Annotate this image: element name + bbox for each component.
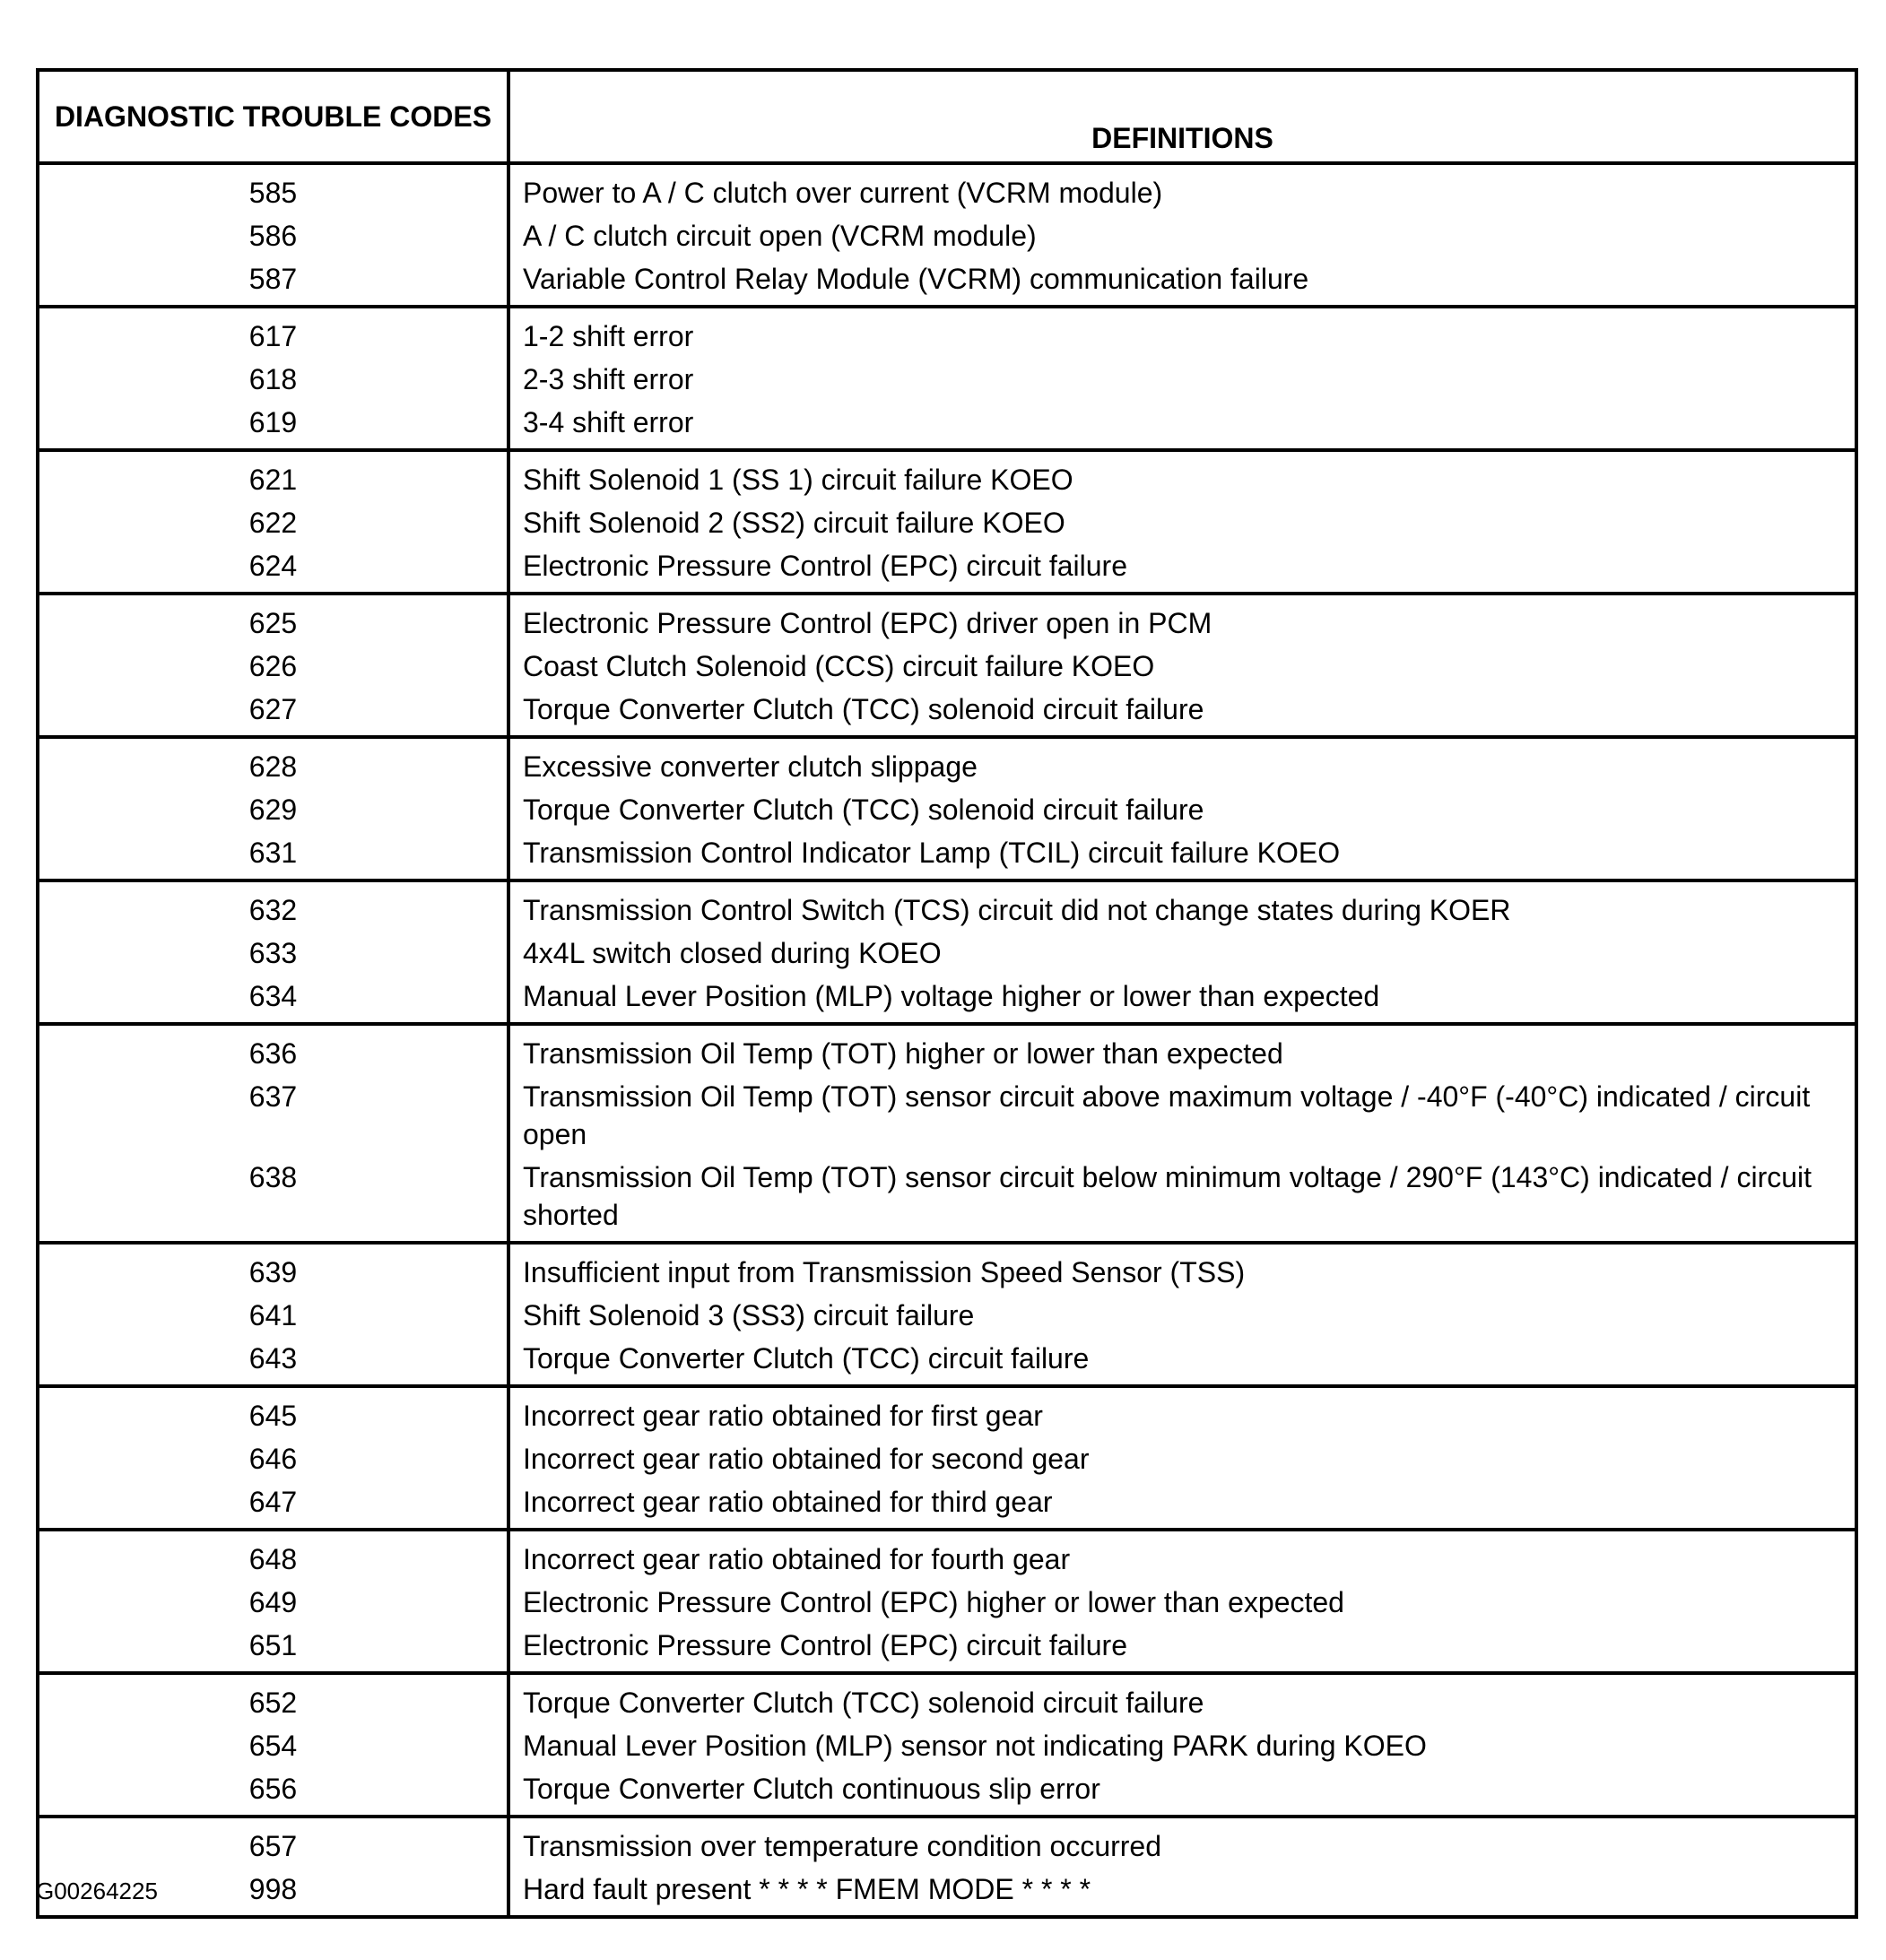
code-group bbox=[38, 1817, 1856, 1917]
trouble-code: 639 bbox=[38, 1243, 508, 1294]
trouble-code: 618 bbox=[38, 358, 508, 401]
trouble-code: 637 bbox=[38, 1075, 508, 1156]
code-definition: Transmission Control Indicator Lamp (TCIL) circuit failure KOEO bbox=[508, 831, 1856, 880]
table-row bbox=[38, 1243, 1856, 1294]
trouble-code: 636 bbox=[38, 1024, 508, 1075]
trouble-code: 625 bbox=[38, 594, 508, 645]
trouble-code: 649 bbox=[38, 1581, 508, 1624]
trouble-code: 638 bbox=[38, 1156, 508, 1243]
table-row bbox=[38, 1624, 1856, 1673]
table-row bbox=[38, 932, 1856, 975]
code-definition: Shift Solenoid 3 (SS3) circuit failure bbox=[508, 1294, 1856, 1337]
table-row bbox=[38, 594, 1856, 645]
table-row bbox=[38, 1337, 1856, 1386]
trouble-code: 651 bbox=[38, 1624, 508, 1673]
table-row bbox=[38, 544, 1856, 594]
code-definition: 1-2 shift error bbox=[508, 307, 1856, 358]
trouble-code: 645 bbox=[38, 1386, 508, 1437]
table-row bbox=[38, 1294, 1856, 1337]
trouble-code: 654 bbox=[38, 1724, 508, 1767]
table-row bbox=[38, 1868, 1856, 1917]
code-group bbox=[38, 1024, 1856, 1243]
code-definition: Torque Converter Clutch continuous slip error bbox=[508, 1767, 1856, 1817]
code-definition: Transmission Control Switch (TCS) circuit did not change states during KOER bbox=[508, 880, 1856, 932]
trouble-code: 621 bbox=[38, 450, 508, 501]
trouble-code: 641 bbox=[38, 1294, 508, 1337]
code-definition: Manual Lever Position (MLP) sensor not indicating PARK during KOEO bbox=[508, 1724, 1856, 1767]
trouble-code: 617 bbox=[38, 307, 508, 358]
code-definition: Transmission Oil Temp (TOT) sensor circuit above maximum voltage / -40°F (-40°C) indicated / circuit open bbox=[508, 1075, 1856, 1156]
trouble-code: 619 bbox=[38, 401, 508, 450]
trouble-code: 643 bbox=[38, 1337, 508, 1386]
code-definition: Torque Converter Clutch (TCC) solenoid circuit failure bbox=[508, 788, 1856, 831]
code-group bbox=[38, 1530, 1856, 1673]
header-row bbox=[38, 70, 1856, 163]
column-header-definitions: DEFINITIONS bbox=[508, 70, 1856, 163]
table-row bbox=[38, 880, 1856, 932]
table-row bbox=[38, 788, 1856, 831]
trouble-code: 647 bbox=[38, 1480, 508, 1530]
code-definition: Torque Converter Clutch (TCC) solenoid circuit failure bbox=[508, 688, 1856, 737]
table-row bbox=[38, 688, 1856, 737]
table-row bbox=[38, 1581, 1856, 1624]
code-definition: 4x4L switch closed during KOEO bbox=[508, 932, 1856, 975]
code-definition: Incorrect gear ratio obtained for first gear bbox=[508, 1386, 1856, 1437]
code-definition: Electronic Pressure Control (EPC) circuit failure bbox=[508, 544, 1856, 594]
trouble-code: 656 bbox=[38, 1767, 508, 1817]
code-definition: Transmission over temperature condition occurred bbox=[508, 1817, 1856, 1868]
trouble-code: 587 bbox=[38, 257, 508, 307]
trouble-code: 657 bbox=[38, 1817, 508, 1868]
code-definition: Insufficient input from Transmission Speed Sensor (TSS) bbox=[508, 1243, 1856, 1294]
table-row bbox=[38, 1767, 1856, 1817]
trouble-code: 624 bbox=[38, 544, 508, 594]
table-header bbox=[38, 70, 1856, 163]
code-definition: Shift Solenoid 1 (SS 1) circuit failure KOEO bbox=[508, 450, 1856, 501]
table-row bbox=[38, 1817, 1856, 1868]
trouble-code: 998 bbox=[38, 1868, 508, 1917]
table-row bbox=[38, 307, 1856, 358]
table-row bbox=[38, 1480, 1856, 1530]
code-definition: Torque Converter Clutch (TCC) circuit failure bbox=[508, 1337, 1856, 1386]
table-row bbox=[38, 1673, 1856, 1724]
code-definition: Electronic Pressure Control (EPC) driver open in PCM bbox=[508, 594, 1856, 645]
dtc-definitions-table bbox=[36, 68, 1858, 1919]
code-definition: Incorrect gear ratio obtained for third gear bbox=[508, 1480, 1856, 1530]
code-definition: Variable Control Relay Module (VCRM) communication failure bbox=[508, 257, 1856, 307]
code-group bbox=[38, 737, 1856, 880]
code-definition: Manual Lever Position (MLP) voltage higher or lower than expected bbox=[508, 975, 1856, 1024]
code-definition: 2-3 shift error bbox=[508, 358, 1856, 401]
code-group bbox=[38, 163, 1856, 307]
table-row bbox=[38, 1530, 1856, 1581]
code-group bbox=[38, 450, 1856, 594]
code-definition: Coast Clutch Solenoid (CCS) circuit failure KOEO bbox=[508, 645, 1856, 688]
trouble-code: 631 bbox=[38, 831, 508, 880]
code-group bbox=[38, 880, 1856, 1024]
table-row bbox=[38, 214, 1856, 257]
trouble-code: 628 bbox=[38, 737, 508, 788]
code-group bbox=[38, 307, 1856, 450]
table-row bbox=[38, 401, 1856, 450]
code-definition: Shift Solenoid 2 (SS2) circuit failure KOEO bbox=[508, 501, 1856, 544]
trouble-code: 586 bbox=[38, 214, 508, 257]
trouble-code: 585 bbox=[38, 163, 508, 214]
code-definition: Incorrect gear ratio obtained for fourth gear bbox=[508, 1530, 1856, 1581]
code-group bbox=[38, 1243, 1856, 1386]
code-definition: Electronic Pressure Control (EPC) circuit failure bbox=[508, 1624, 1856, 1673]
trouble-code: 622 bbox=[38, 501, 508, 544]
table-row bbox=[38, 358, 1856, 401]
code-group bbox=[38, 1673, 1856, 1817]
column-header-codes: DIAGNOSTIC TROUBLE CODES bbox=[38, 70, 508, 163]
table-row bbox=[38, 501, 1856, 544]
code-definition: Hard fault present * * * * FMEM MODE * * * * bbox=[508, 1868, 1856, 1917]
code-definition: Transmission Oil Temp (TOT) sensor circuit below minimum voltage / 290°F (143°C) indicated / circuit shorted bbox=[508, 1156, 1856, 1243]
trouble-code: 633 bbox=[38, 932, 508, 975]
trouble-code: 652 bbox=[38, 1673, 508, 1724]
code-definition: Electronic Pressure Control (EPC) higher or lower than expected bbox=[508, 1581, 1856, 1624]
trouble-code: 646 bbox=[38, 1437, 508, 1480]
trouble-code: 634 bbox=[38, 975, 508, 1024]
code-definition: Incorrect gear ratio obtained for second gear bbox=[508, 1437, 1856, 1480]
code-definition: Excessive converter clutch slippage bbox=[508, 737, 1856, 788]
table-row bbox=[38, 1437, 1856, 1480]
code-definition: Torque Converter Clutch (TCC) solenoid circuit failure bbox=[508, 1673, 1856, 1724]
table-row bbox=[38, 1075, 1856, 1156]
table-row bbox=[38, 831, 1856, 880]
trouble-code: 627 bbox=[38, 688, 508, 737]
code-definition: 3-4 shift error bbox=[508, 401, 1856, 450]
trouble-code: 629 bbox=[38, 788, 508, 831]
table-row bbox=[38, 1024, 1856, 1075]
code-definition: Transmission Oil Temp (TOT) higher or lower than expected bbox=[508, 1024, 1856, 1075]
code-group bbox=[38, 594, 1856, 737]
table-row bbox=[38, 450, 1856, 501]
table-row bbox=[38, 737, 1856, 788]
table-row bbox=[38, 163, 1856, 214]
code-definition: A / C clutch circuit open (VCRM module) bbox=[508, 214, 1856, 257]
code-definition: Power to A / C clutch over current (VCRM module) bbox=[508, 163, 1856, 214]
trouble-code: 648 bbox=[38, 1530, 508, 1581]
trouble-code: 626 bbox=[38, 645, 508, 688]
code-group bbox=[38, 1386, 1856, 1530]
figure-id: G00264225 bbox=[36, 1878, 158, 1904]
table-row bbox=[38, 1724, 1856, 1767]
table-row bbox=[38, 1386, 1856, 1437]
table-row bbox=[38, 257, 1856, 307]
trouble-code: 632 bbox=[38, 880, 508, 932]
table-row bbox=[38, 975, 1856, 1024]
table-row bbox=[38, 1156, 1856, 1243]
table-row bbox=[38, 645, 1856, 688]
